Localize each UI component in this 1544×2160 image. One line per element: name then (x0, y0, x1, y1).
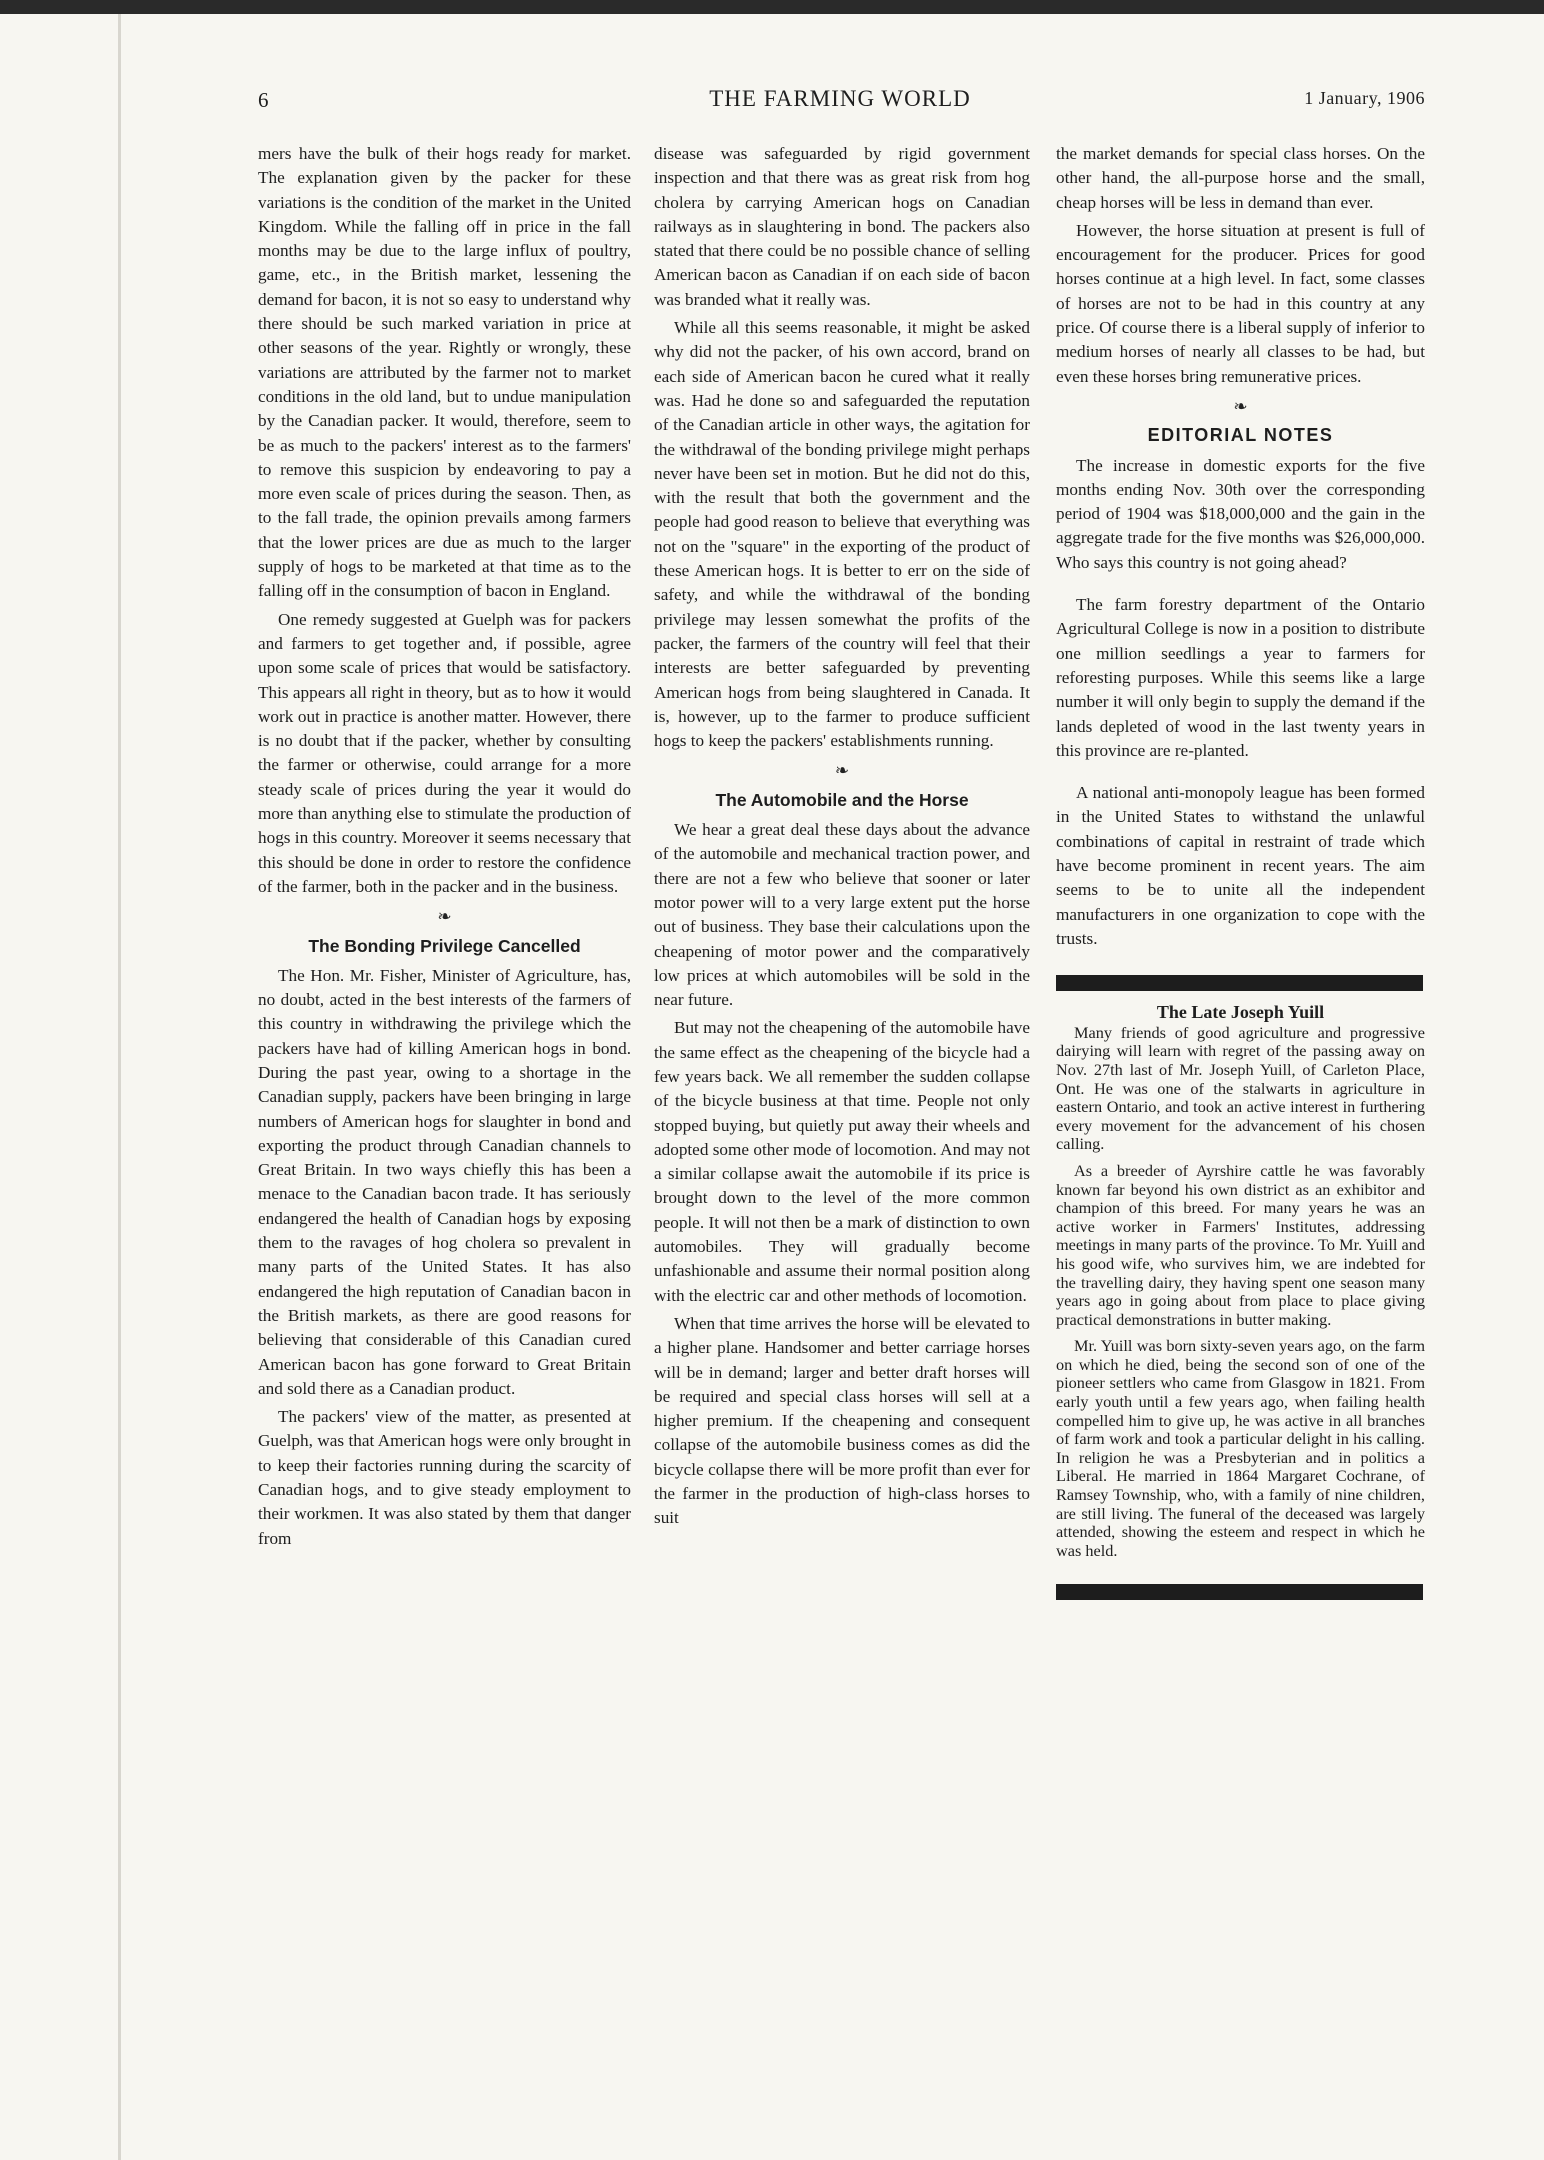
paragraph: As a breeder of Ayrshire cattle he was favorably known far beyond his own district as an exhibitor and champion of this breed. For many years he was an active worker in Farmers' Institutes, addressing meetings in many parts of the province. To Mr. Yuill and his good wife, who survives him, we are indebted for the travelling dairy, they having spent one season many years ago in going about from place to place giving practical demonstrations in butter making. (1056, 1160, 1425, 1329)
divider-rule (1056, 1584, 1423, 1600)
ornament-icon: ❧ (437, 907, 452, 927)
paragraph: However, the horse situation at present is full of encouragement for the producer. Prices for good horses continue at a high level. In fact, some classes of horses are not to be had in this country at any price. Of course there is a liberal supply of inferior to medium horses of nearly all classes to be had, but even these horses bring remunerative prices. (1056, 220, 1425, 386)
editorial-note: The farm forestry department of the Ontario Agricultural College is now in a position to distribute one million seedlings a year to farmers for reforesting purposes. While this seems like a large number it will only begin to supply the demand if the lands depleted of wood in the last twenty years in this province are re-planted. (1056, 595, 1425, 760)
masthead-title: THE FARMING WORLD (709, 86, 971, 111)
paragraph: When that time arrives the horse will be elevated to a higher plane. Handsomer and better carriage horses will be in demand; larger and better draft horses will be required and special class horses will sell at a higher premium. If the cheapening and consequent collapse of the automobile business comes as did the bicycle collapse there will be more profit than ever for the farmer in the production of high-class horses to suit (654, 1313, 1030, 1528)
ornament-icon: ❧ (1233, 396, 1248, 416)
paragraph: Mr. Yuill was born sixty-seven years ago, on the farm on which he died, being the second son of one of the pioneer settlers who came from Glasgow in 1821. From early youth until a few years ago, when failing health compelled him to give up, he was active in all branches of farm work and took a particular delight in his calling. In religion he was a Presbyterian and in politics a Liberal. He married in 1864 Margaret Cochrane, of Ramsey Township, who, with a family of nine children, are still living. The funeral of the deceased was largely attended, showing the esteem and respect in which he was held. (1056, 1336, 1425, 1560)
column-1 (258, 142, 631, 1555)
paragraph: disease was safeguarded by rigid government inspection and that there was as great risk from hog cholera by carrying American hogs on Canadian railways as in slaughtering in bond. The packers also stated that there could be no possible chance of selling American bacon as Canadian if on each side of bacon was branded what it really was. (654, 144, 1030, 309)
editorial-notes-heading: EDITORIAL NOTES (1147, 425, 1334, 446)
paragraph: the market demands for special class horses. On the other hand, the all-purpose horse and the small, cheap horses will be less in demand than ever. (1056, 144, 1425, 212)
scan-page-edge (118, 14, 121, 2160)
article-heading-automobile: The Automobile and the Horse (715, 789, 969, 810)
paragraph: mers have the bulk of their hogs ready for market. The explanation given by the packer for these variations is the condition of the market in the United Kingdom. While the falling off in price in the fall months may be due to the large influx of poultry, game, etc., in the British market, lessening the demand for bacon, it is not so easy to understand why there should be such marked variation in price at other seasons of the year. Rightly or wrongly, these variations are attributed by the farmer not to market conditions in the old land, but to undue manipulation by the Canadian packer. It would, therefore, seem to be as much to the packers' interest as to the farmers' to remove this suspicion by endeavoring to pay a more even scale of prices during the season. Then, as to the fall trade, the opinion prevails among farmers that the lower prices are due as much to the larger supply of hogs to be marketed at that time as to the falling off in the consumption of bacon in England. (258, 144, 631, 601)
paragraph: The Hon. Mr. Fisher, Minister of Agriculture, has, no doubt, acted in the best interests of the farmers of this country in withdrawing the privilege which the packers have had of killing American hogs in bond. During the past year, owing to a shortage in the Canadian supply, packers have been bringing in large numbers of American hogs for slaughter in bond and exporting the product through Canadian channels to Great Britain. In two ways chiefly this has been a menace to the Canadian bacon trade. It has seriously endangered the health of Canadian hogs by exposing them to the ravages of hog cholera so prevalent in many parts of the United States. It has also endangered the high reputation of Canadian bacon in the British markets, as there are good reasons for believing that considerable of this Canadian cured American bacon has gone forward to Great Britain and sold there as a Canadian product. (258, 965, 631, 1398)
ornament-icon: ❧ (834, 761, 850, 781)
obituary-heading: The Late Joseph Yuill (1156, 1002, 1325, 1023)
divider-rule (1056, 975, 1423, 991)
editorial-note: A national anti-monopoly league has been formed in the United States to withstand the unlawful combinations of capital in restraint of trade which have become prominent in recent years. The aim seems to be to unite all the independent manufacturers in one organization to cope with the trusts. (1056, 783, 1425, 948)
paragraph: The packers' view of the matter, as presented at Guelph, was that American hogs were only brought in to keep their factories running during the scarcity of Canadian hogs, and to give steady employment to their workmen. It was also stated by them that danger from (258, 1407, 631, 1548)
scan-top-border (0, 0, 1544, 14)
issue-date: 1 January, 1906 (1304, 88, 1425, 108)
paragraph: But may not the cheapening of the automobile have the same effect as the cheapening of the bicycle had a few years back. We all remember the sudden collapse of the bicycle business at that time. People not only stopped buying, but quietly put away their wheels and adopted some other mode of locomotion. And may not a similar collapse await the automobile if its price is brought down to the level of the more common people. It will not then be a mark of distinction to own automobiles. They will gradually become unfashionable and assume their normal position along with the electric car and other methods of locomotion. (654, 1018, 1030, 1305)
editorial-note: The increase in domestic exports for the five months ending Nov. 30th over the corresponding period of 1904 was $18,000,000 and the gain in the aggregate trade for the five months was $26,000,000. Who says this country is not going ahead? (1056, 455, 1425, 572)
column-2 (654, 142, 1030, 1535)
paragraph: One remedy suggested at Guelph was for packers and farmers to get together and, if possible, agree upon some scale of prices that would be satisfactory. This appears all right in theory, but as to how it would work out in practice is another matter. However, there is no doubt that if the packer, whether by consulting the farmer or otherwise, could arrange for a more steady scale of prices during the year it would do more than anything else to stimulate the production of hogs in this country. Moreover it seems necessary that this should be done in order to restore the confidence of the farmer, both in the packer and in the business. (258, 609, 631, 896)
paragraph: We hear a great deal these days about the advance of the automobile and mechanical traction power, and there are not a few who believe that sooner or later motor power will to a very large extent put the horse out of business. They base their calculations upon the cheapening of motor power and the comparatively low prices at which automobiles will be sold in the near future. (654, 820, 1030, 1010)
column-3 (1056, 142, 1425, 1612)
paragraph: Many friends of good agriculture and progressive dairying will learn with regret of the passing away on Nov. 27th last of Mr. Joseph Yuill, of Carleton Place, Ont. He was one of the stalwarts in agriculture in eastern Ontario, and took an active interest in furthering every movement for the advancement of his chosen calling. (1056, 1022, 1425, 1154)
obituary (1056, 1003, 1425, 1560)
paragraph: While all this seems reasonable, it might be asked why did not the packer, of his own accord, brand on each side of American bacon he cured what it really was. Had he done so and safeguarded the reputation of the Canadian article in other ways, the agitation for the withdrawal of the bonding privilege might perhaps never have been set in motion. But he did not do this, with the result that both the government and the people had good reason to believe that everything was not on the "square" in the exporting of the product of these American hogs. It is better to err on the side of safety, and while the withdrawal of the bonding privilege may lessen somewhat the profits of the packer, the farmers of the country will feel that their interests are better safeguarded by preventing American hogs from being slaughtered in Canada. It is, however, up to the farmer to produce sufficient hogs to keep the packers' establishments running. (654, 318, 1030, 751)
article-heading-bonding: The Bonding Privilege Cancelled (308, 935, 581, 956)
page-header (255, 86, 1425, 118)
page-number: 6 (258, 88, 269, 112)
